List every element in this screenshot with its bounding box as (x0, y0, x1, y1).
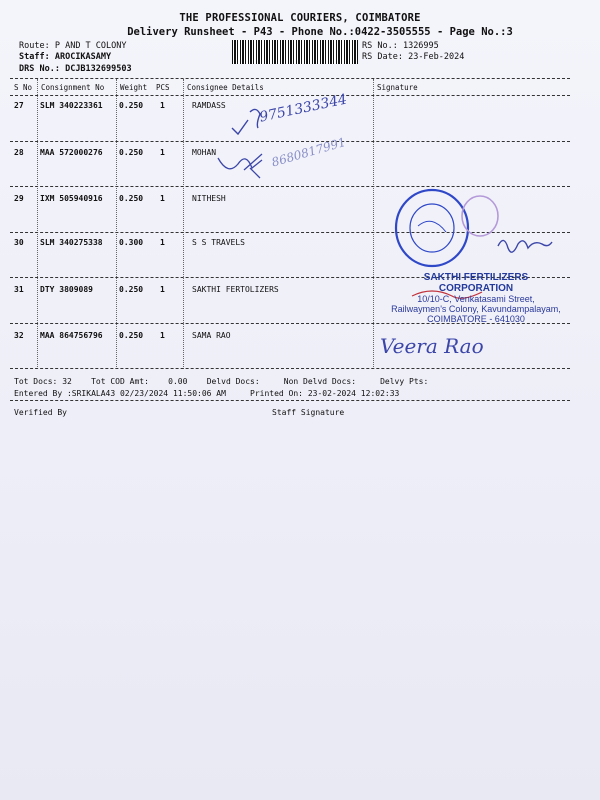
col-header-consignee: Consignee Details (187, 83, 264, 92)
row-consignment: SLM 340223361 (40, 101, 103, 110)
row-consignee: SAMA RAO (192, 331, 231, 340)
row-consignee: RAMDASS (192, 101, 226, 110)
stamp-line-4: COIMBATORE - 641030 (427, 314, 525, 324)
signature-row1 (232, 109, 260, 134)
row-weight: 0.250 (119, 331, 144, 340)
row-pcs: 1 (160, 148, 165, 157)
row-pcs: 1 (160, 238, 165, 247)
runsheet-subtitle: Delivery Runsheet - P43 - Phone No.:0422-3505555 - Page No.:3 (127, 26, 513, 38)
row-weight: 0.250 (119, 194, 144, 203)
row-consignee: MOHAN (192, 148, 217, 157)
company-title: THE PROFESSIONAL COURIERS, COIMBATORE (179, 12, 421, 24)
handwritten-phone-2: 8680817991 (270, 134, 348, 170)
stamp-line-1: SAKTHI FERTILIZERS CORPORATION (423, 272, 529, 294)
delvd-docs-label: Delvd Docs: (206, 377, 260, 386)
row-weight: 0.300 (119, 238, 144, 247)
handwritten-signature-6: Veera Rao (380, 334, 484, 358)
rs-no-label: RS No.: (362, 41, 398, 51)
row-sno: 31 (14, 285, 24, 294)
row-consignment: SLM 340275338 (40, 238, 103, 247)
row-sno: 28 (14, 148, 24, 157)
entered-by-value: SRIKALA43 02/23/2024 11:50:06 AM (71, 389, 226, 398)
drs-value: DCJB132699503 (65, 64, 132, 74)
route-value: P AND T COLONY (54, 41, 127, 51)
staff-label: Staff: (19, 52, 50, 62)
col-header-weight: Weight (120, 83, 148, 92)
row-consignment: DTY 3809089 (40, 285, 93, 294)
row-consignment: MAA 572000276 (40, 148, 103, 157)
row-consignee: SAKTHI FERTOLIZERS (192, 285, 279, 294)
company-stamp (386, 272, 566, 330)
tot-docs-value: 32 (62, 377, 72, 386)
row-consignee: S S TRAVELS (192, 238, 245, 247)
col-header-pcs: PCS (156, 83, 170, 92)
row-pcs: 1 (160, 194, 165, 203)
staff-signature-label: Staff Signature (272, 408, 345, 417)
round-stamp (392, 186, 500, 272)
non-delvd-docs-label: Non Delvd Docs: (283, 377, 357, 386)
row-pcs: 1 (160, 101, 165, 110)
row-pcs: 1 (160, 331, 165, 340)
col-header-sno: S No (14, 83, 33, 92)
tot-cod-value: 0.00 (168, 377, 188, 386)
row-weight: 0.250 (119, 148, 144, 157)
row-consignee: NITHESH (192, 194, 226, 203)
rs-date-value: 23-Feb-2024 (408, 52, 465, 62)
drs-label: DRS No.: (19, 64, 60, 74)
printed-on-label: Printed On: (250, 389, 303, 398)
row-consignment: IXM 505940916 (40, 194, 103, 203)
rs-no-value: 1326995 (402, 41, 439, 51)
tot-cod-label: Tot COD Amt: (91, 377, 149, 386)
staff-value: AROCIKASAMY (54, 52, 112, 62)
row-weight: 0.250 (119, 285, 144, 294)
row-consignment: MAA 864756796 (40, 331, 103, 340)
route-label: Route: (19, 41, 50, 51)
signature-row2 (218, 154, 262, 178)
row-pcs: 1 (160, 285, 165, 294)
entered-by-label: Entered By : (14, 389, 72, 398)
delvy-pts-label: Delvy Pts: (380, 377, 429, 386)
row-sno: 32 (14, 331, 24, 340)
stamp-line-2: 10/10-C, Venkatasami Street, (417, 294, 535, 304)
row-sno: 29 (14, 194, 24, 203)
row-sno: 30 (14, 238, 24, 247)
col-header-signature: Signature (377, 83, 418, 92)
row-weight: 0.250 (119, 101, 144, 110)
signature-row4 (498, 240, 552, 252)
row-sno: 27 (14, 101, 24, 110)
stamp-line-3: Railwaymen's Colony, Kavundampalayam, (391, 304, 561, 314)
tot-docs-label: Tot Docs: (14, 377, 58, 386)
printed-on-value: 23-02-2024 12:02:33 (307, 389, 400, 398)
col-header-consignment: Consignment No (41, 83, 105, 92)
rs-date-label: RS Date: (362, 52, 403, 62)
verified-by-label: Verified By (14, 408, 67, 417)
handwritten-phone-1: 9751333344 (258, 91, 349, 126)
